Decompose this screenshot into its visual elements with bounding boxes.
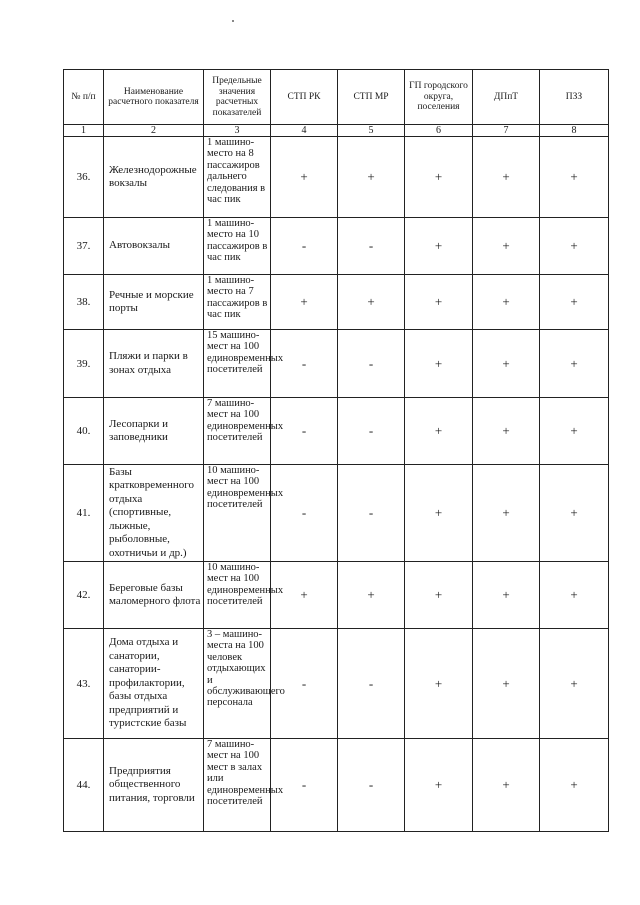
mark-pzz: + — [540, 629, 609, 739]
column-index: 8 — [540, 125, 609, 137]
mark-pzz: + — [540, 218, 609, 275]
header-stp-mr: СТП МР — [338, 70, 405, 125]
mark-stp-mr: + — [338, 275, 405, 330]
limit-value: 15 машино-мест на 100 единовременных посетителей — [204, 330, 271, 398]
mark-stp-mr: - — [338, 739, 405, 832]
mark-stp-rk: - — [271, 739, 338, 832]
mark-stp-mr: - — [338, 629, 405, 739]
indicator-name: Дома отдыха и санатории, санатории-профилактории, базы отдыха предприятий и туристские базы — [104, 629, 204, 739]
mark-gp: + — [405, 465, 473, 562]
mark-dppt: + — [473, 137, 540, 218]
mark-stp-mr: + — [338, 562, 405, 629]
indicator-name: Лесопарки и заповедники — [104, 398, 204, 465]
scan-artifact — [232, 20, 234, 22]
table-row — [64, 218, 609, 275]
mark-stp-mr: - — [338, 465, 405, 562]
table-row — [64, 330, 609, 398]
header-gp: ГП городского округа, поселения — [405, 70, 473, 125]
mark-gp: + — [405, 275, 473, 330]
mark-stp-rk: - — [271, 330, 338, 398]
limit-value: 10 машино-мест на 100 единовременных посетителей — [204, 465, 271, 562]
mark-dppt: + — [473, 330, 540, 398]
limit-value: 3 – машино-места на 100 человек отдыхающих и обслуживающего персонала — [204, 629, 271, 739]
limit-value: 1 машино-место на 8 пассажиров дальнего следования в час пик — [204, 137, 271, 218]
mark-gp: + — [405, 330, 473, 398]
column-index: 3 — [204, 125, 271, 137]
indicator-name: Железнодорожные вокзалы — [104, 137, 204, 218]
column-index: 4 — [271, 125, 338, 137]
mark-gp: + — [405, 398, 473, 465]
mark-gp: + — [405, 218, 473, 275]
indicator-name: Береговые базы маломерного флота — [104, 562, 204, 629]
column-index: 5 — [338, 125, 405, 137]
mark-dppt: + — [473, 465, 540, 562]
limit-value: 1 машино-место на 7 пассажиров в час пик — [204, 275, 271, 330]
limit-value: 7 машино-мест на 100 единовременных посетителей — [204, 398, 271, 465]
header-stp-rk: СТП РК — [271, 70, 338, 125]
mark-stp-rk: + — [271, 562, 338, 629]
mark-dppt: + — [473, 218, 540, 275]
header-limit: Предельные значения расчетных показателей — [204, 70, 271, 125]
mark-gp: + — [405, 629, 473, 739]
row-number: 38. — [64, 275, 104, 330]
mark-stp-rk: + — [271, 275, 338, 330]
column-index: 7 — [473, 125, 540, 137]
mark-stp-mr: - — [338, 218, 405, 275]
mark-dppt: + — [473, 629, 540, 739]
indicator-name: Речные и морские порты — [104, 275, 204, 330]
table-row — [64, 275, 609, 330]
table-row — [64, 398, 609, 465]
header-name: Наименование расчетного показателя — [104, 70, 204, 125]
row-number: 44. — [64, 739, 104, 832]
row-number: 41. — [64, 465, 104, 562]
mark-stp-mr: + — [338, 137, 405, 218]
table-row — [64, 739, 609, 832]
header-pzz: ПЗЗ — [540, 70, 609, 125]
mark-dppt: + — [473, 275, 540, 330]
header-num: № п/п — [64, 70, 104, 125]
mark-dppt: + — [473, 739, 540, 832]
mark-pzz: + — [540, 137, 609, 218]
row-number: 42. — [64, 562, 104, 629]
column-index: 1 — [64, 125, 104, 137]
table-row — [64, 562, 609, 629]
mark-stp-rk: - — [271, 465, 338, 562]
mark-stp-rk: - — [271, 398, 338, 465]
header-row — [64, 70, 609, 125]
limit-value: 7 машино-мест на 100 мест в залах или единовременных посетителей — [204, 739, 271, 832]
table-row — [64, 465, 609, 562]
indicator-name: Предприятия общественного питания, торговли — [104, 739, 204, 832]
mark-stp-rk: + — [271, 137, 338, 218]
column-index: 2 — [104, 125, 204, 137]
mark-pzz: + — [540, 330, 609, 398]
mark-pzz: + — [540, 465, 609, 562]
row-number: 39. — [64, 330, 104, 398]
mark-pzz: + — [540, 398, 609, 465]
mark-dppt: + — [473, 562, 540, 629]
column-index-row — [64, 125, 609, 137]
mark-gp: + — [405, 739, 473, 832]
mark-pzz: + — [540, 562, 609, 629]
mark-dppt: + — [473, 398, 540, 465]
mark-stp-rk: - — [271, 218, 338, 275]
row-number: 36. — [64, 137, 104, 218]
indicator-name: Автовокзалы — [104, 218, 204, 275]
row-number: 40. — [64, 398, 104, 465]
mark-gp: + — [405, 562, 473, 629]
parking-norms-table — [63, 69, 609, 832]
column-index: 6 — [405, 125, 473, 137]
indicator-name: Базы кратковременного отдыха (спортивные, лыжные, рыболовные, охотничьи и др.) — [104, 465, 204, 562]
limit-value: 10 машино-мест на 100 единовременных посетителей — [204, 562, 271, 629]
mark-stp-mr: - — [338, 398, 405, 465]
mark-gp: + — [405, 137, 473, 218]
limit-value: 1 машино-место на 10 пассажиров в час пик — [204, 218, 271, 275]
row-number: 43. — [64, 629, 104, 739]
mark-pzz: + — [540, 275, 609, 330]
header-dppt: ДПпТ — [473, 70, 540, 125]
row-number: 37. — [64, 218, 104, 275]
mark-stp-mr: - — [338, 330, 405, 398]
table-row — [64, 137, 609, 218]
indicator-name: Пляжи и парки в зонах отдыха — [104, 330, 204, 398]
mark-stp-rk: - — [271, 629, 338, 739]
table-row — [64, 629, 609, 739]
mark-pzz: + — [540, 739, 609, 832]
